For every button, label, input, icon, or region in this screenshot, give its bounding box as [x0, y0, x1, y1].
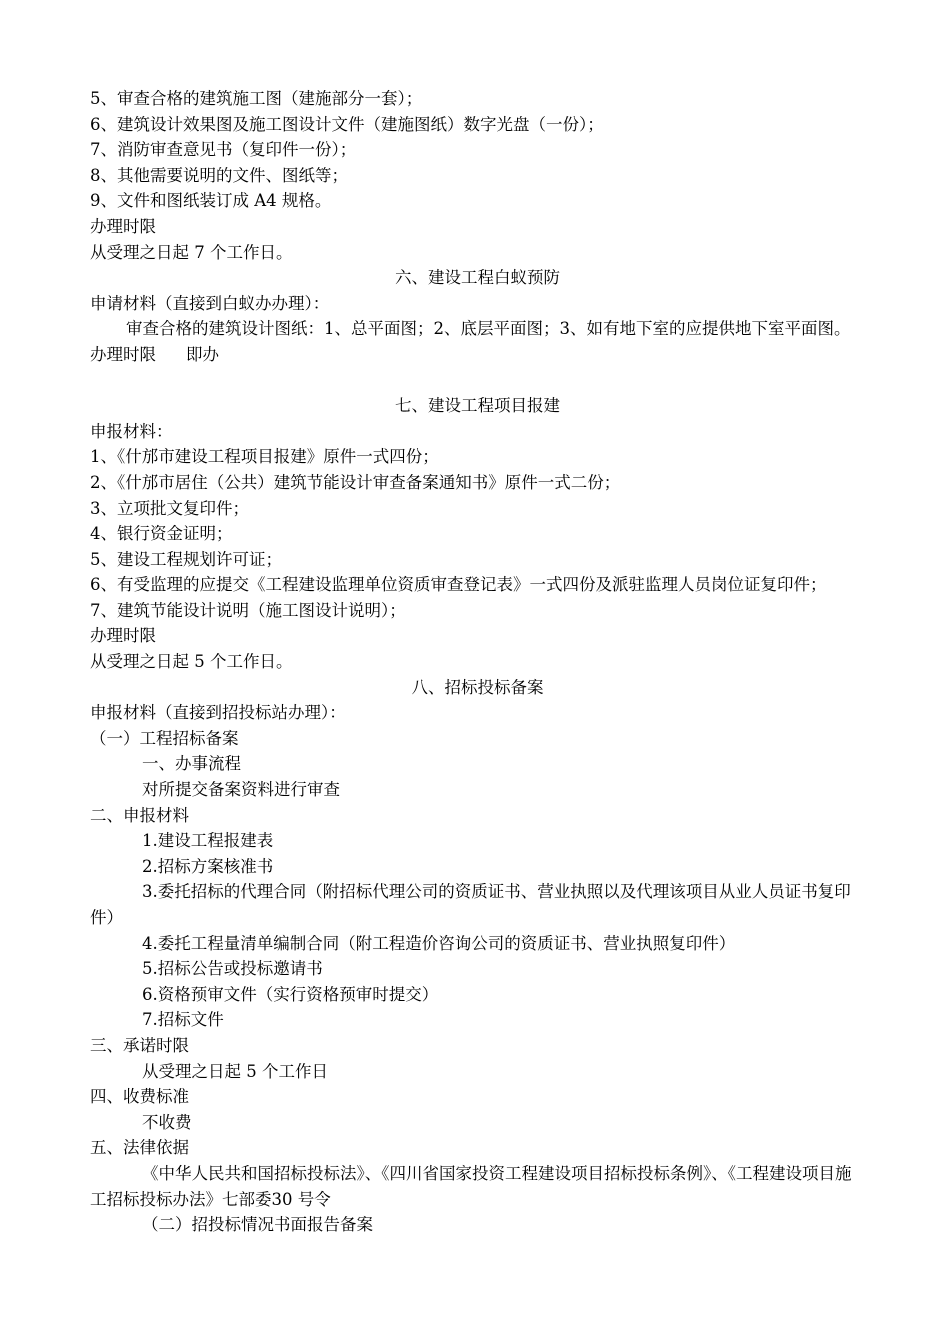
list-item: 7、建筑节能设计说明（施工图设计说明）； [90, 600, 406, 620]
list-item: 3.委托招标的代理合同（附招标代理公司的资质证书、营业执照以及代理该项目从业人员证书复印件） [90, 882, 851, 927]
list-item: 3、立项批文复印件； [90, 498, 249, 518]
list-item: 2.招标方案核准书 [142, 856, 274, 876]
materials-label: 申报材料（直接到招投标站办理）： [90, 703, 346, 723]
list-item: 4.委托工程量清单编制合同（附工程造价咨询公司的资质证书、营业执照复印件） [142, 933, 736, 953]
section-heading: 六、建设工程白蚁预防 [395, 268, 560, 288]
law-text: 《中华人民共和国招标投标法》、《四川省国家投资工程建设项目招标投标条例》、《工程建设项目施工招标投标办法》七部委30 号令 [90, 1163, 852, 1209]
list-item: 6、建筑设计效果图及施工图设计文件（建施图纸）数字光盘（一份）； [90, 114, 604, 134]
time-limit-value: 从受理之日起 7 个工作日。 [90, 242, 293, 262]
time-limit-value: 从受理之日起 5 个工作日。 [90, 652, 293, 672]
list-item: 8、其他需要说明的文件、图纸等； [90, 165, 348, 185]
materials-label: 申报材料： [90, 421, 173, 441]
promise-title: 三、承诺时限 [90, 1035, 189, 1055]
list-item: 6、有受监理的应提交《工程建设监理单位资质审查登记表》一式四份及派驻监理人员岗位证复印件； [90, 575, 827, 595]
list-item: 7、消防审查意见书（复印件一份）； [90, 140, 357, 160]
time-limit-label: 办理时限 [90, 344, 156, 364]
law-title: 五、法律依据 [90, 1138, 189, 1158]
section-heading: 八、招标投标备案 [411, 677, 544, 697]
process-text: 对所提交备案资料进行审查 [142, 780, 340, 800]
list-item: 5.招标公告或投标邀请书 [142, 959, 323, 979]
process-title: 一、办事流程 [142, 754, 241, 774]
list-item: 9、文件和图纸装订成 A4 规格。 [90, 191, 332, 211]
list-item: 4、银行资金证明； [90, 524, 233, 544]
list-item: 6.资格预审文件（实行资格预审时提交） [142, 984, 439, 1004]
list-item: 5、审查合格的建筑施工图（建施部分一套）； [90, 89, 423, 108]
subsection-title: （一）工程招标备案 [90, 728, 239, 748]
materials-text: 审查合格的建筑设计图纸：1、总平面图；2、底层平面图；3、如有地下室的应提供地下室平面图。 [126, 319, 851, 339]
time-limit-label: 办理时限 [90, 626, 156, 646]
list-item: 1.建设工程报建表 [142, 831, 274, 851]
time-limit-label: 办理时限 [90, 216, 156, 236]
subsection-title: （二）招投标情况书面报告备案 [142, 1215, 373, 1235]
list-item: 7.招标文件 [142, 1010, 224, 1030]
materials-label: 申请材料（直接到白蚁办办理）： [90, 293, 330, 313]
list-item: 1、《什邡市建设工程项目报建》原件一式四份； [90, 447, 439, 467]
fee-title: 四、收费标准 [90, 1087, 189, 1107]
list-item: 5、建设工程规划许可证； [90, 549, 282, 569]
time-limit-row [90, 342, 865, 368]
section-heading: 七、建设工程项目报建 [395, 396, 560, 416]
apply-title: 二、申报材料 [90, 805, 189, 825]
list-item: 2、《什邡市居住（公共）建筑节能设计审查备案通知书》原件一式二份； [90, 472, 621, 492]
document-page [90, 86, 865, 1238]
time-limit-value: 即办 [186, 344, 219, 364]
promise-text: 从受理之日起 5 个工作日 [142, 1061, 328, 1081]
fee-text: 不收费 [142, 1112, 192, 1132]
